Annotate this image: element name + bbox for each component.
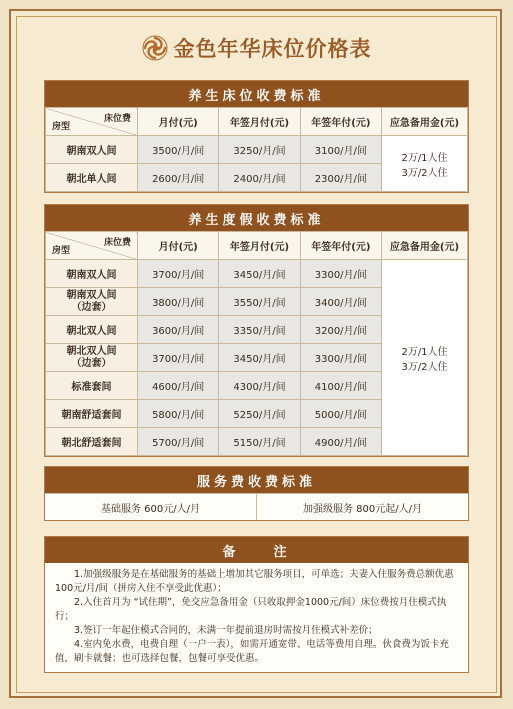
service-fee-header: 服务费收费标准 bbox=[45, 467, 468, 493]
price-cell: 4100/月/间 bbox=[300, 372, 381, 400]
price-cell: 3700/月/间 bbox=[138, 344, 219, 372]
deposit-line: 2万/1人住 bbox=[401, 152, 448, 164]
bed-fee-section bbox=[44, 80, 469, 193]
corner-header bbox=[46, 232, 138, 260]
price-cell: 5700/月/间 bbox=[138, 428, 219, 456]
room-type-note: （边套） bbox=[71, 301, 112, 313]
corner-top-label: 床位费 bbox=[103, 114, 131, 124]
deposit-line: 3万/2人住 bbox=[401, 361, 448, 373]
price-cell: 3400/月/间 bbox=[300, 288, 381, 316]
table-row bbox=[46, 260, 468, 288]
vacation-fee-header: 养生度假收费标准 bbox=[45, 205, 468, 231]
room-type bbox=[46, 344, 138, 372]
note-item: 3.签订一年起住模式合同的，未满一年提前退房时需按月住模式补差价； bbox=[74, 625, 378, 636]
price-cell: 3300/月/间 bbox=[300, 344, 381, 372]
price-cell: 3450/月/间 bbox=[219, 344, 300, 372]
column-header: 年签年付(元) bbox=[300, 232, 381, 260]
service-fee-row bbox=[45, 493, 468, 520]
corner-bottom-label: 房型 bbox=[52, 122, 71, 132]
deposit-cell bbox=[382, 136, 468, 192]
price-cell: 2600/月/间 bbox=[138, 164, 219, 192]
bed-fee-header: 养生床位收费标准 bbox=[45, 81, 468, 107]
notes-section bbox=[44, 536, 469, 673]
page-title: 金色年华床位价格表 bbox=[173, 37, 372, 61]
room-type bbox=[46, 400, 138, 428]
room-type-name: 朝南舒适套间 bbox=[61, 410, 122, 421]
price-cell: 4900/月/间 bbox=[300, 428, 381, 456]
corner-header bbox=[46, 108, 138, 136]
basic-service: 基础服务 600元/人/月 bbox=[45, 493, 256, 520]
room-type-name: 朝北双人间 bbox=[66, 345, 117, 357]
room-type-name: 朝北双人间 bbox=[66, 326, 117, 337]
price-cell: 4600/月/间 bbox=[138, 372, 219, 400]
room-type: 朝南双人间 bbox=[46, 136, 138, 164]
price-cell: 5000/月/间 bbox=[300, 400, 381, 428]
price-cell: 3200/月/间 bbox=[300, 316, 381, 344]
price-cell: 4300/月/间 bbox=[219, 372, 300, 400]
price-cell: 3700/月/间 bbox=[138, 260, 219, 288]
column-header: 应急备用金(元) bbox=[382, 108, 468, 136]
vacation-fee-table bbox=[45, 231, 468, 456]
price-cell: 3800/月/间 bbox=[138, 288, 219, 316]
room-type-name: 朝北舒适套间 bbox=[61, 438, 122, 449]
corner-bottom-label: 房型 bbox=[52, 246, 71, 256]
note-item: 1.加强级服务是在基础服务的基础上增加其它服务项目，可单选；夫妻入住服务费总额优惠100元/月/间（拼房入住不享受此优惠）； bbox=[55, 569, 454, 594]
price-cell: 3100/月/间 bbox=[300, 136, 381, 164]
room-type-name: 标准套间 bbox=[71, 382, 112, 393]
deposit-line: 2万/1人住 bbox=[401, 346, 448, 358]
room-type-name: 朝南双人间 bbox=[66, 270, 117, 281]
price-cell: 3300/月/间 bbox=[300, 260, 381, 288]
room-type bbox=[46, 316, 138, 344]
spiral-logo-icon bbox=[142, 35, 168, 61]
column-header: 月付(元) bbox=[138, 232, 219, 260]
price-cell: 5150/月/间 bbox=[219, 428, 300, 456]
service-fee-section bbox=[44, 466, 469, 521]
price-cell: 5800/月/间 bbox=[138, 400, 219, 428]
room-type bbox=[46, 288, 138, 316]
notes-body bbox=[45, 563, 468, 672]
column-header: 年签月付(元) bbox=[219, 232, 300, 260]
column-header: 年签年付(元) bbox=[300, 108, 381, 136]
room-type bbox=[46, 260, 138, 288]
column-header: 年签月付(元) bbox=[219, 108, 300, 136]
corner-top-label: 床位费 bbox=[103, 238, 131, 248]
room-type-name: 朝南双人间 bbox=[66, 289, 117, 301]
price-cell: 3550/月/间 bbox=[219, 288, 300, 316]
price-cell: 2300/月/间 bbox=[300, 164, 381, 192]
deposit-cell bbox=[382, 260, 468, 456]
bed-fee-table bbox=[45, 107, 468, 192]
note-item: 2.入住首月为 “试住期”，免交应急备用金（只收取押金1000元/间）床位费按月住模式执行； bbox=[55, 597, 447, 622]
price-cell: 3500/月/间 bbox=[138, 136, 219, 164]
room-type-note: （边套） bbox=[71, 357, 112, 369]
column-header: 应急备用金(元) bbox=[382, 232, 468, 260]
room-type: 朝北单人间 bbox=[46, 164, 138, 192]
table-header-row bbox=[46, 108, 468, 136]
deposit-line: 3万/2人住 bbox=[401, 167, 448, 179]
room-type bbox=[46, 428, 138, 456]
column-header: 月付(元) bbox=[138, 108, 219, 136]
note-item: 4.室内免水费，电费自理（一户一表），如需开通宽带、电话等费用自理。伙食费为饭卡充值，刷卡就餐；也可选择包餐，包餐可享受优惠。 bbox=[55, 639, 449, 664]
price-cell: 3350/月/间 bbox=[219, 316, 300, 344]
price-cell: 3450/月/间 bbox=[219, 260, 300, 288]
table-header-row bbox=[46, 232, 468, 260]
vacation-fee-section bbox=[44, 204, 469, 457]
price-cell: 2400/月/间 bbox=[219, 164, 300, 192]
room-type bbox=[46, 372, 138, 400]
price-cell: 3250/月/间 bbox=[219, 136, 300, 164]
price-cell: 5250/月/间 bbox=[219, 400, 300, 428]
price-cell: 3600/月/间 bbox=[138, 316, 219, 344]
table-row bbox=[46, 136, 468, 164]
page-title-bar bbox=[0, 28, 513, 68]
notes-header: 备 注 bbox=[45, 537, 468, 563]
advanced-service: 加强级服务 800元起/人/月 bbox=[256, 493, 468, 520]
